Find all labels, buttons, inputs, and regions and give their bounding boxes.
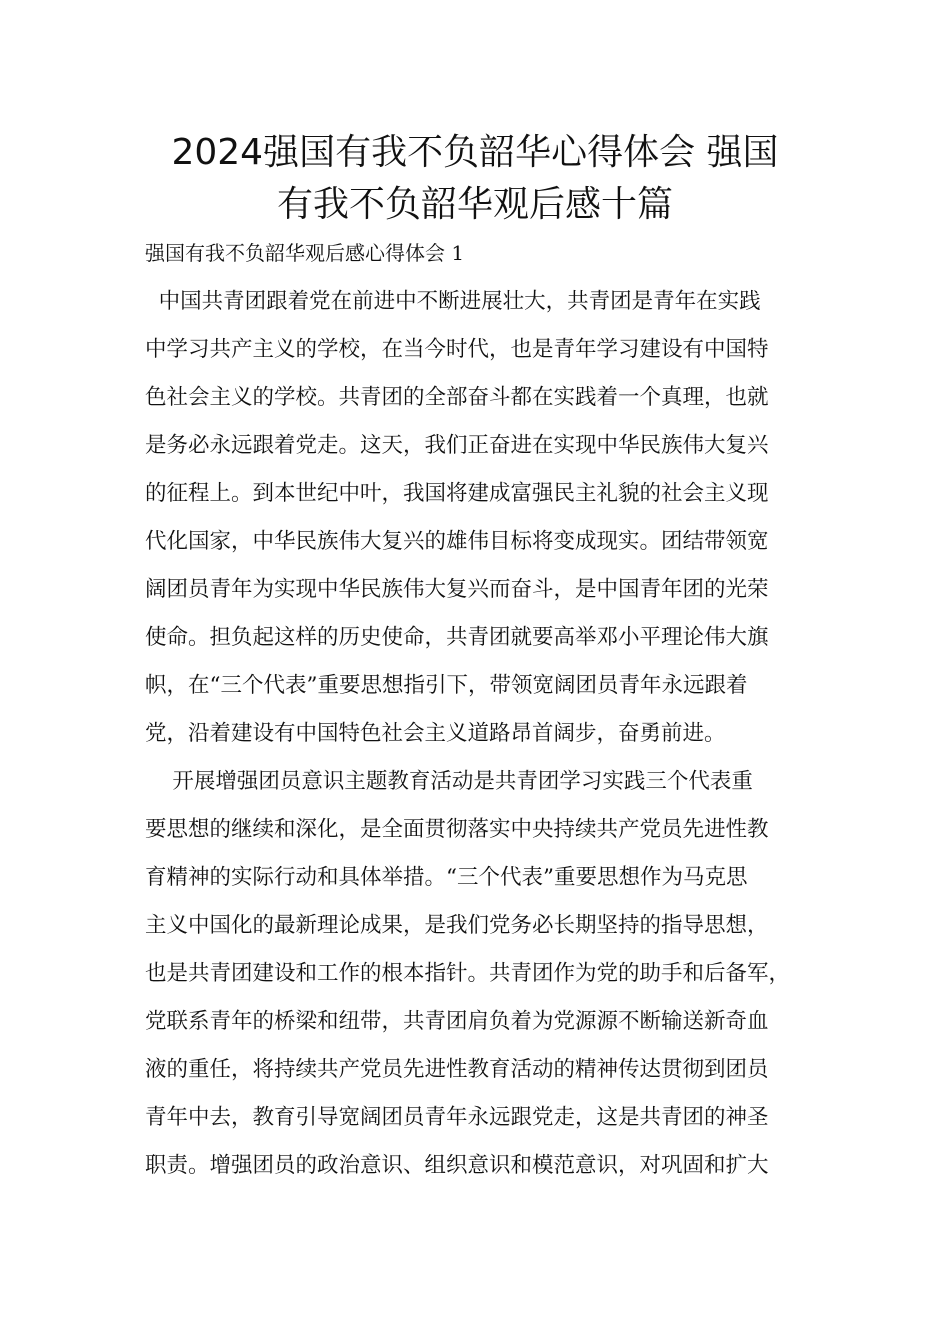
body-line-15: 也是共青团建设和工作的根本指针。共青团作为党的助手和后备军，	[145, 961, 791, 986]
body-line-10: 党，沿着建设有中国特色社会主义道路昂首阔步，奋勇前进。	[145, 721, 726, 746]
body-line-9: 帜，在“三个代表”重要思想指引下，带领宽阔团员青年永远跟着	[145, 673, 748, 698]
body-line-17: 液的重任，将持续共产党员先进性教育活动的精神传达贯彻到团员	[145, 1057, 769, 1082]
body-line-13: 育精神的实际行动和具体举措。“三个代表”重要思想作为马克思	[145, 865, 748, 890]
body-line-2: 中学习共产主义的学校，在当今时代，也是青年学习建设有中国特	[145, 337, 769, 362]
section-subheading: 强国有我不负韶华观后感心得体会 1	[145, 241, 465, 265]
body-line-3: 色社会主义的学校。共青团的全部奋斗都在实践着一个真理，也就	[145, 385, 769, 410]
body-line-6: 代化国家，中华民族伟大复兴的雄伟目标将变成现实。团结带领宽	[145, 529, 769, 554]
body-line-4: 是务必永远跟着党走。这天，我们正奋进在实现中华民族伟大复兴	[145, 433, 769, 458]
body-line-14: 主义中国化的最新理论成果，是我们党务必长期坚持的指导思想，	[145, 913, 769, 938]
body-line-5: 的征程上。到本世纪中叶，我国将建成富强民主礼貌的社会主义现	[145, 481, 769, 506]
body-line-7: 阔团员青年为实现中华民族伟大复兴而奋斗，是中国青年团的光荣	[145, 577, 769, 602]
body-line-16: 党联系青年的桥梁和纽带，共青团肩负着为党源源不断输送新奇血	[145, 1009, 769, 1034]
body-line-12: 要思想的继续和深化，是全面贯彻落实中央持续共产党员先进性教	[145, 817, 769, 842]
body-line-18: 青年中去，教育引导宽阔团员青年永远跟党走，这是共青团的神圣	[145, 1105, 769, 1130]
document-title-line-2: 有我不负韶华观后感十篇	[276, 184, 673, 225]
body-line-8: 使命。担负起这样的历史使命，共青团就要高举邓小平理论伟大旗	[145, 625, 769, 650]
body-line-11: 开展增强团员意识主题教育活动是共青团学习实践三个代表重	[145, 769, 753, 794]
document-title-line-1: 2024强国有我不负韶华心得体会 强国	[171, 132, 779, 173]
body-line-19: 职责。增强团员的政治意识、组织意识和模范意识，对巩固和扩大	[145, 1153, 769, 1178]
body-line-1: 中国共青团跟着党在前进中不断进展壮大，共青团是青年在实践	[145, 289, 761, 314]
